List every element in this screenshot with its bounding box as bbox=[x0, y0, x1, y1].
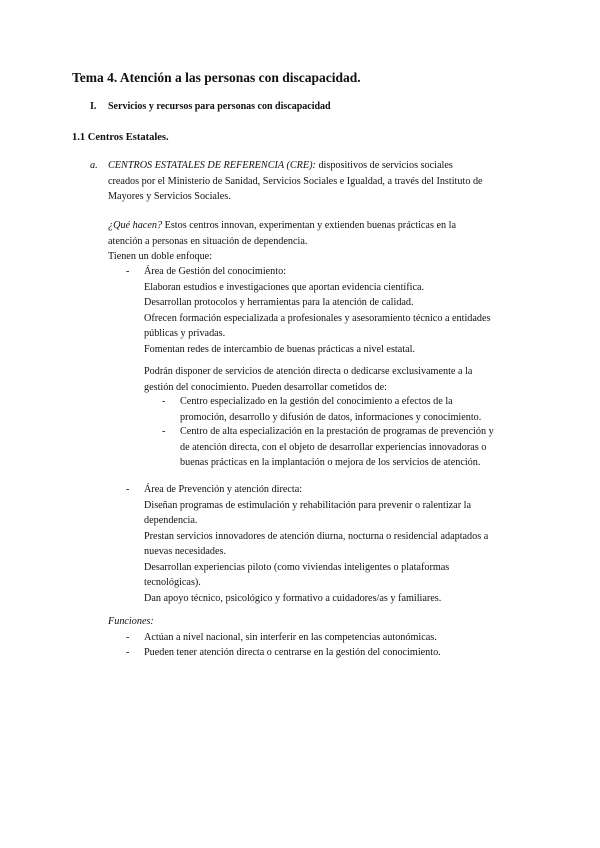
funciones-label: Funciones: bbox=[108, 616, 154, 627]
section-heading-text: Servicios y recursos para personas con discapacidad bbox=[108, 101, 331, 112]
list-item: tecnológicas). bbox=[144, 577, 201, 588]
list-item: Fomentan redes de intercambio de buenas prácticas a nivel estatal. bbox=[144, 343, 415, 355]
area-prevencion-dash: - bbox=[126, 484, 130, 495]
section-number: I. bbox=[90, 101, 97, 112]
list-item: Prestan servicios innovadores de atención diurna, nocturna o residencial adaptados a bbox=[144, 530, 489, 542]
area-gestion-dash: - bbox=[126, 266, 130, 277]
funcion-2-dash: - bbox=[126, 647, 130, 658]
item-a-paragraph: CENTROS ESTATALES DE REFERENCIA (CRE): dispositivos de servicios sociales creados por el Ministerio de Sanidad, Servicios Sociales e Igualdad, a través del Instituto de Mayores y Servicios Sociales. bbox=[108, 160, 483, 202]
funcion-2: Pueden tener atención directa o centrarse en la gestión del conocimiento. bbox=[144, 647, 441, 658]
subitem-2-dash: - bbox=[162, 426, 166, 437]
area-gestion-heading: Área de Gestión del conocimiento: bbox=[144, 266, 287, 277]
funcion-1-dash: - bbox=[126, 632, 130, 643]
section-heading bbox=[90, 101, 331, 112]
subitem-2: Centro de alta especialización en la prestación de programas de prevención y de atención directa, con el objeto de desarrollar experiencias innovadoras o buenas prácticas en la implantación o mejora de los servicios de atención. bbox=[180, 426, 494, 468]
funcion-1: Actúan a nivel nacional, sin interferir en las competencias autonómicas. bbox=[144, 632, 437, 643]
cre-term: CENTROS ESTATALES DE REFERENCIA (CRE): bbox=[108, 160, 316, 171]
list-item: Dan apoyo técnico, psicológico y formativo a cuidadores/as y familiares. bbox=[144, 592, 442, 604]
list-item: dependencia. bbox=[144, 515, 198, 526]
que-hacen-label: ¿Qué hacen? bbox=[108, 220, 163, 231]
list-item: Ofrecen formación especializada a profesionales y asesoramiento técnico a entidades bbox=[144, 312, 491, 324]
que-hacen-paragraph: ¿Qué hacen? Estos centros innovan, experimentan y extienden buenas prácticas en la atención a personas en situación de dependencia. Tienen un doble enfoque: bbox=[108, 220, 456, 262]
subitem-1: Centro especializado en la gestión del conocimiento a efectos de la promoción, desarrollo y difusión de datos, informaciones y conocimiento. bbox=[180, 396, 482, 423]
list-item: Diseñan programas de estimulación y rehabilitación para prevenir o ralentizar la bbox=[144, 499, 471, 511]
list-item: públicas y privadas. bbox=[144, 328, 226, 339]
podran-paragraph: Podrán disponer de servicios de atención directa o dedicarse exclusivamente a la gestión del conocimiento. Pueden desarrollar cometidos de: bbox=[144, 366, 473, 393]
item-a-marker: a. bbox=[90, 160, 98, 171]
page-title: Tema 4. Atención a las personas con discapacidad. bbox=[72, 70, 361, 85]
subitem-1-dash: - bbox=[162, 396, 166, 407]
area-prevencion-heading: Área de Prevención y atención directa: bbox=[144, 484, 303, 495]
subsection-heading: 1.1 Centros Estatales. bbox=[72, 132, 169, 143]
area-prevencion-block bbox=[144, 482, 488, 606]
area-gestion-block bbox=[144, 264, 491, 357]
list-item: Elaboran estudios e investigaciones que aportan evidencia científica. bbox=[144, 281, 425, 293]
list-item: nuevas necesidades. bbox=[144, 546, 227, 557]
list-item: Desarrollan protocolos y herramientas para la atención de calidad. bbox=[144, 297, 414, 308]
list-item: Desarrollan experiencias piloto (como viviendas inteligentes o plataformas bbox=[144, 561, 450, 573]
